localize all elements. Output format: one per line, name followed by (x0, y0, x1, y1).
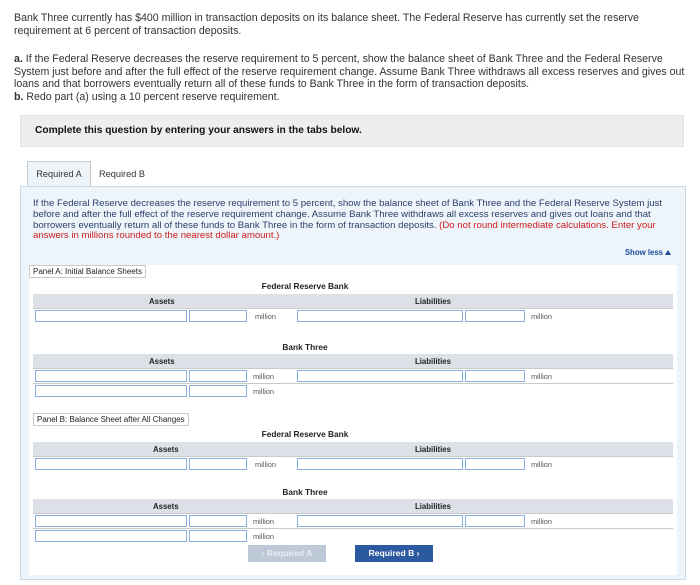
panel-a-bank-row-1 (33, 368, 673, 384)
panel-a-bank-asset2-value-input[interactable] (189, 385, 247, 397)
panel-b-fed-header (33, 442, 673, 456)
panel-a-fed-liab-unit: million (531, 312, 552, 321)
panel-b-bank-asset1-name-input[interactable] (35, 515, 187, 527)
instructions-main: If the Federal Reserve decreases the reserve requirement to 5 percent, show the balance sheet of Bank Three and the Federal Reserve System just before and after the full effect of the reserve requirement change. Assume Bank Three withdraws all excess reserves and gives out loans and that borrowers eventually return all of these funds to Bank Three in the form of transaction deposits. (33, 198, 663, 231)
panel-b-fed-liab-value-input[interactable] (465, 458, 525, 470)
problem-part-b (14, 91, 686, 104)
problem-intro: Bank Three currently has $400 million in transaction deposits on its balance sheet. The Federal Reserve has currently set the reserve requirement at 6 percent of transaction deposits. (14, 12, 639, 37)
panel-b-bank-asset2-name-input[interactable] (35, 530, 187, 542)
panel-b-bank-liab-value-input[interactable] (465, 515, 525, 527)
panel-a-bank-asset1-name-input[interactable] (35, 370, 187, 382)
panel-b-fed-row (33, 456, 673, 472)
panel-a-bank-liabilities-header: Liabilities (415, 357, 451, 366)
panel-a-fed-title: Federal Reserve Bank (261, 281, 349, 291)
banner-text: Complete this question by entering your answers in the tabs below. (35, 125, 362, 136)
panel-a-fed-row (33, 308, 673, 324)
balance-sheet-worksheet (29, 265, 677, 575)
panel-b-bank-asset2-value-input[interactable] (189, 530, 247, 542)
panel-b-bank-title: Bank Three (282, 487, 328, 497)
panel-b-bank-liabilities-header: Liabilities (415, 502, 451, 511)
part-a-label: a. (14, 53, 23, 66)
panel-b-fed-title: Federal Reserve Bank (261, 429, 349, 439)
prev-tab-button[interactable] (248, 545, 326, 562)
panel-a-bank-row-2 (33, 383, 673, 399)
panel-a-bank-liab-name-input[interactable] (297, 370, 463, 382)
panel-b-fed-liab-name-input[interactable] (297, 458, 463, 470)
panel-b-bank-asset1-value-input[interactable] (189, 515, 247, 527)
chevron-right-icon: › (414, 548, 420, 558)
panel-b-bank-assets-header: Assets (153, 502, 179, 511)
panel-a-fed-asset-unit: million (255, 312, 276, 321)
chevron-left-icon: ‹ (261, 548, 267, 558)
panel-a-bank-header (33, 354, 673, 368)
panel-a-bank-assets-header: Assets (149, 357, 175, 366)
panel-b-fed-asset-name-input[interactable] (35, 458, 187, 470)
panel-b-bank-row-1 (33, 513, 673, 529)
panel-a-fed-assets-header: Assets (149, 297, 175, 306)
panel-a-fed-asset-value-input[interactable] (189, 310, 247, 322)
panel-a-label: Panel A: Initial Balance Sheets (29, 265, 146, 278)
part-a-text: If the Federal Reserve decreases the reserve requirement to 5 percent, show the balance sheet of Bank Three and the Federal Reserve System just before and after the full effect of the reserve requirement change. Assume Bank Three withdraws all excess reserves and gives out loans and that borrowers eventually return all of these funds to Bank Three in the form of transaction deposits. (14, 53, 685, 91)
part-b-text: Redo part (a) using a 10 percent reserve requirement. (23, 90, 280, 103)
part-b-label: b. (14, 90, 24, 103)
panel-a-bank-asset2-name-input[interactable] (35, 385, 187, 397)
next-tab-button[interactable] (355, 545, 433, 562)
problem-part-a (14, 53, 686, 91)
prev-tab-label: Required A (266, 548, 313, 558)
question-panel (20, 186, 686, 580)
panel-a-fed-header (33, 294, 673, 308)
instruction-banner (20, 115, 684, 147)
panel-a-bank-liab-unit: million (531, 372, 552, 381)
panel-b-bank-asset1-unit: million (253, 517, 274, 526)
panel-b-label: Panel B: Balance Sheet after All Changes (33, 413, 189, 426)
panel-b-fed-asset-value-input[interactable] (189, 458, 247, 470)
caret-up-icon (665, 250, 671, 255)
instructions-rounding-note: (Do not round intermediate calculations. Enter your answers in millions rounded to the nearest dollar amount.) (33, 219, 656, 242)
panel-a-fed-liab-value-input[interactable] (465, 310, 525, 322)
panel-a-bank-liab-value-input[interactable] (465, 370, 525, 382)
panel-a-bank-title: Bank Three (282, 342, 328, 352)
panel-a-fed-liab-name-input[interactable] (297, 310, 463, 322)
show-less-label: Show less (624, 248, 663, 257)
panel-b-fed-liabilities-header: Liabilities (415, 445, 451, 454)
tab-required-a[interactable]: Required A (27, 161, 91, 187)
panel-b-bank-liab-name-input[interactable] (297, 515, 463, 527)
panel-a-bank-asset1-unit: million (253, 372, 274, 381)
panel-b-fed-asset-unit: million (255, 460, 276, 469)
problem-statement (14, 12, 686, 104)
panel-a-bank-asset2-unit: million (253, 387, 274, 396)
panel-a-fed-liabilities-header: Liabilities (415, 297, 451, 306)
tab-required-b[interactable]: Required B (99, 169, 145, 179)
show-less-toggle[interactable] (625, 248, 671, 257)
panel-b-fed-assets-header: Assets (153, 445, 179, 454)
question-instructions (33, 199, 673, 242)
panel-b-fed-liab-unit: million (531, 460, 552, 469)
next-tab-label: Required B (368, 548, 415, 558)
panel-b-bank-liab-unit: million (531, 517, 552, 526)
panel-b-bank-asset2-unit: million (253, 532, 274, 541)
panel-a-bank-asset1-value-input[interactable] (189, 370, 247, 382)
panel-b-bank-row-2 (33, 528, 673, 544)
panel-b-bank-header (33, 499, 673, 513)
panel-a-fed-asset-name-input[interactable] (35, 310, 187, 322)
